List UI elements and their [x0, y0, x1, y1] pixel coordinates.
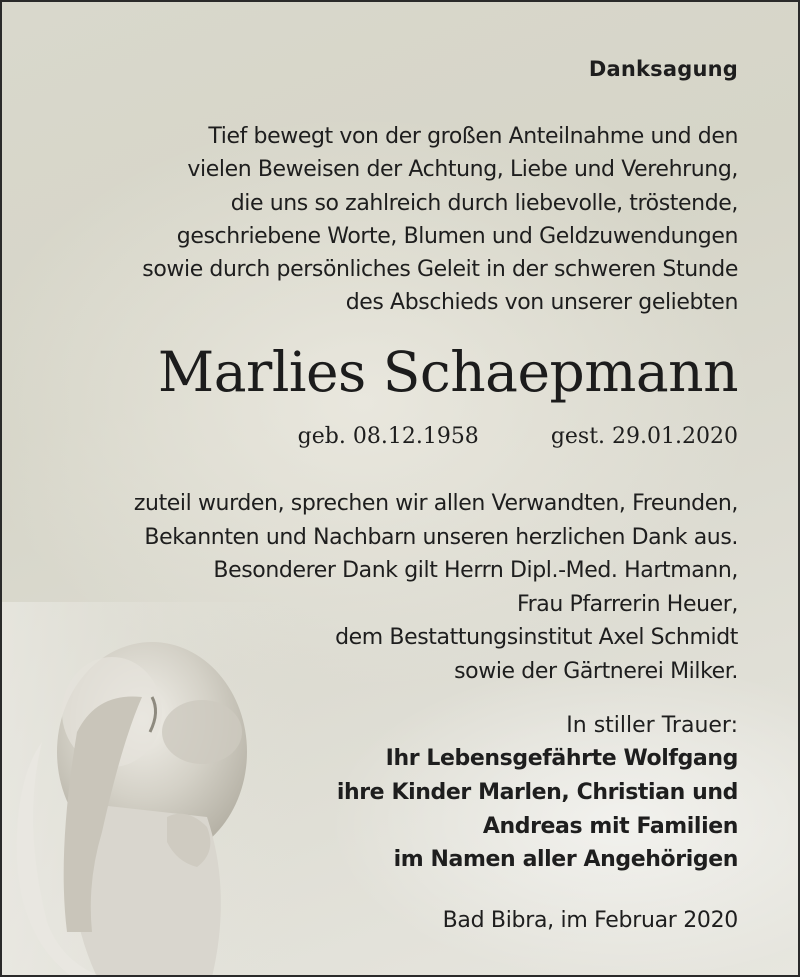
mourner-line: Ihr Lebensgefährte Wolfgang [385, 746, 738, 771]
mourning-label [566, 709, 738, 742]
intro-paragraph [142, 120, 738, 320]
thanks-line: Bekannten und Nachbarn unseren herzlichen Dank aus. [144, 524, 738, 550]
intro-line: vielen Beweisen der Achtung, Liebe und Verehrung, [187, 157, 738, 183]
intro-line: Tief bewegt von der großen Anteilnahme und den [208, 124, 738, 149]
thanks-line: sowie der Gärtnerei Milker. [454, 658, 738, 684]
thanks-line: dem Bestattungsinstitut Axel Schmidt [335, 625, 738, 650]
death-date: gest. 29.01.2020 [550, 424, 738, 449]
mourners-list [337, 742, 738, 877]
birth-date: geb. 08.12.1958 [297, 424, 479, 449]
life-dates [298, 424, 738, 449]
thanks-line: Besonderer Dank gilt Herrn Dipl.-Med. Hartmann, [213, 558, 738, 583]
deceased-name: Marlies Schaepmann [157, 340, 738, 404]
intro-line: sowie durch persönliches Geleit in der schweren Stunde [142, 257, 738, 283]
notice-heading: Danksagung [588, 57, 738, 81]
place-and-date [443, 904, 738, 937]
mourner-line: im Namen aller Angehörigen [393, 847, 738, 873]
thanks-paragraph [134, 487, 738, 688]
mourner-line: Andreas mit Familien [482, 813, 738, 839]
intro-line: des Abschieds von unserer geliebten [345, 290, 738, 316]
thanks-line: Frau Pfarrerin Heuer, [516, 591, 738, 617]
intro-line: die uns so zahlreich durch liebevolle, tröstende, [230, 190, 738, 216]
thanks-line: zuteil wurden, sprechen wir allen Verwandten, Freunden, [133, 491, 738, 516]
intro-line: geschriebene Worte, Blumen und Geldzuwendungen [176, 223, 738, 249]
mourner-line: ihre Kinder Marlen, Christian und [336, 779, 738, 805]
place-date-text: Bad Bibra, im Februar 2020 [442, 908, 738, 933]
mourning-label-text: In stiller Trauer: [566, 713, 738, 738]
